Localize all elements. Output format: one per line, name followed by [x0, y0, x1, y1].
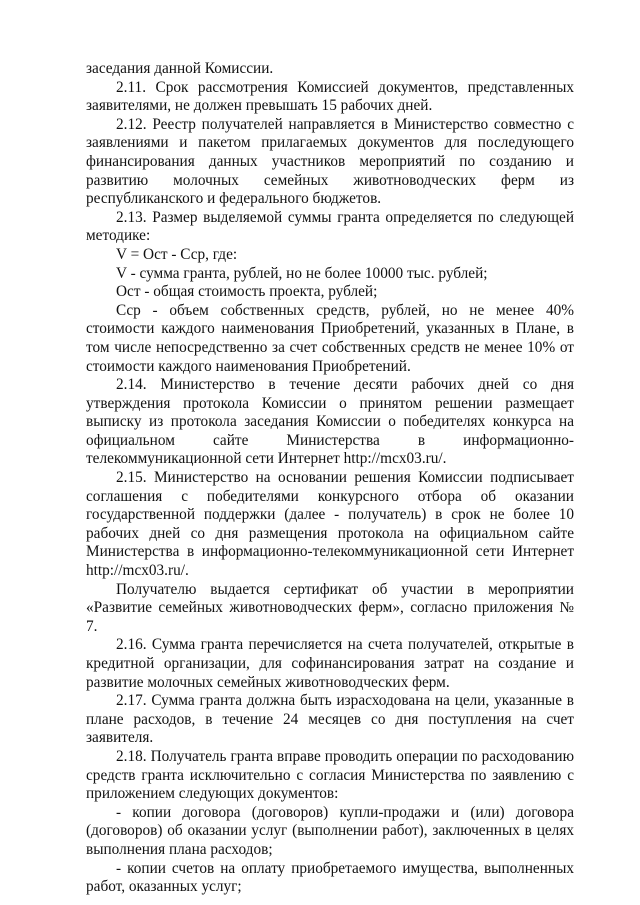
paragraph-2-15: 2.15. Министерство на основании решения Комиссии подписывает соглашения с победителями конкурсного отбора об оказании государственной поддержки (далее - получатель) в срок не более 10 рабочих дней со дня размещения протокола на официальном сайте Министерства в информационно-телекоммуникационной сети Интернет http://mcx03.ru/.	[86, 469, 574, 580]
paragraph-2-18: 2.18. Получатель гранта вправе проводить операции по расходованию средств гранта исключительно с согласия Министерства по заявлению с приложением следующих документов:	[86, 747, 574, 803]
list-item-invoices: - копии счетов на оплату приобретаемого имущества, выполненных работ, оказанных услуг;	[86, 859, 574, 896]
formula-ost-definition: Ост - общая стоимость проекта, рублей;	[116, 283, 378, 301]
paragraph-2-17: 2.17. Сумма гранта должна быть израсходована на цели, указанные в плане расходов, в течение 24 месяцев со дня поступления на счет заявителя.	[86, 692, 574, 747]
formula-ssr-definition: Сср - объем собственных средств, рублей, но не менее 40% стоимости каждого наименования Приобретений, указанных в Плане, в том числе непосредственно за счет собственных средств не менее 10% от стоимости каждого наименования Приобретений.	[86, 301, 574, 375]
formula-v-definition: V - сумма гранта, рублей, но не более 10000 тыс. рублей;	[116, 264, 488, 282]
paragraph-2-12: 2.12. Реестр получателей направляется в Министерство совместно с заявлениями и пакетом прилагаемых документов для последующего финансирования данных участников мероприятий по созданию и развитию молочных семейных животноводческих ферм из республиканского и федерального бюджетов.	[86, 115, 574, 208]
paragraph-continuation: заседания данной Комиссии.	[86, 60, 274, 77]
document-body	[86, 60, 574, 897]
paragraph-2-16: 2.16. Сумма гранта перечисляется на счета получателей, открытые в кредитной организации, для софинансирования затрат на создание и развитие молочных семейных животноводческих ферм.	[86, 636, 574, 691]
list-item-contracts: - копии договора (договоров) купли-продажи и (или) договора (договоров) об оказании услуг (выполнении работ), заключенных в целях выполнения плана расходов;	[86, 803, 574, 858]
paragraph-certificate: Получателю выдается сертификат об участии в мероприятии «Развитие семейных животноводческих ферм», согласно приложения № 7.	[86, 580, 574, 635]
paragraph-2-13: 2.13. Размер выделяемой суммы гранта определяется по следующей методике:	[86, 208, 574, 245]
paragraph-2-14: 2.14. Министерство в течение десяти рабочих дней со дня утверждения протокола Комиссии о принятом решении размещает выписку из протокола заседания Комиссии о победителях конкурса на официальном сайте Министерства в информационно-телекоммуникационной сети Интернет http://mcx03.ru/.	[86, 376, 574, 468]
paragraph-2-11: 2.11. Срок рассмотрения Комиссией документов, представленных заявителями, не должен превышать 15 рабочих дней.	[86, 78, 574, 115]
formula-line: V = Ост - Сср, где:	[116, 245, 238, 263]
